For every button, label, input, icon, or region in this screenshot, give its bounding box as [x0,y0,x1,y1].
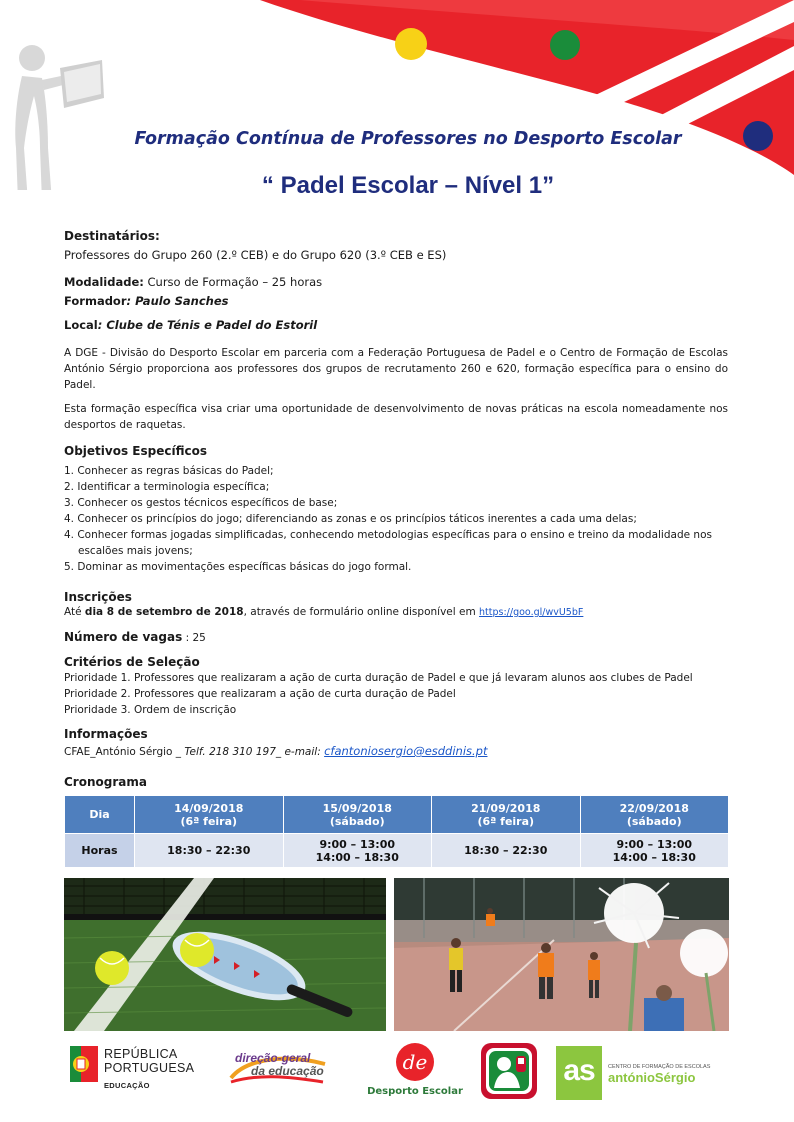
cfae-line2: antónioSérgio [608,1070,696,1085]
reader-figure-icon [6,20,106,190]
modalidade-label: Modalidade: [64,275,144,289]
svg-text:de: de [402,1050,428,1074]
inscricoes-heading: Inscrições [64,590,132,604]
informacoes-section [64,727,728,760]
inscricoes-prefix: Até [64,606,82,618]
formador-label: Formador [64,294,127,308]
modalidade-value: Curso de Formação – 25 horas [143,275,323,289]
republica-line1: REPÚBLICA [104,1047,178,1061]
table-row [65,796,729,834]
padel-federation-icon [480,1042,538,1100]
cfae-line1: CENTRO DE FORMAÇÃO DE ESCOLAS [608,1064,711,1070]
republica-logo [70,1046,195,1090]
padel-federation-logo [480,1042,538,1104]
green-ball [550,30,580,60]
list-item: 5. Dominar as movimentações específicas básicas do jogo formal. [64,561,412,573]
table-header-day: 22/09/2018 (sábado) [580,796,729,834]
table-row [65,834,729,868]
intro-paragraph: A DGE - Divisão do Desporto Escolar em parceria com a Federação Portuguesa de Padel e o Centro de Formação de Escolas António Sérgio proporciona aos professores dos grupos de recrutamento 260 e 620, formação específica para o ensino do Padel. [64,347,728,391]
cfae-letters: as [556,1046,602,1100]
objetivos-heading: Objetivos Específicos [64,444,207,458]
table-header-day: 14/09/2018 (6ª feira) [135,796,284,834]
padel-court-photo [394,878,729,1031]
local-value: : Clube de Ténis e Padel do Estoril [97,318,318,332]
destinatarios-label: Destinatários: [64,229,160,243]
desporto-escolar-emblem-icon [395,1042,435,1082]
list-item: Prioridade 1. Professores que realizaram a ação de curta duração de Padel e que já levaram alunos aos clubes de Padel [64,672,693,684]
inscricoes-middle: , através de formulário online disponível em [243,606,476,618]
header-decoration [0,0,794,200]
vagas-line [64,630,728,646]
table-cell-hours: 9:00 – 13:00 14:00 – 18:30 [580,834,729,868]
modalidade-line [64,275,728,290]
republica-emblem-icon [70,1046,98,1082]
table-header-dia: Dia [65,796,135,834]
objetivos-list [64,463,728,575]
table-header-day: 15/09/2018 (sábado) [283,796,432,834]
list-item: 4. Conhecer os princípios do jogo; diferenciando as zonas e os princípios táticos inerentes a cada uma delas; [64,513,637,525]
schedule-table [64,795,729,868]
destinatarios-text: Professores do Grupo 260 (2.º CEB) e do Grupo 620 (3.º CEB e ES) [64,248,447,262]
table-cell-hours: 9:00 – 13:00 14:00 – 18:30 [283,834,432,868]
informacoes-heading: Informações [64,727,148,741]
contact-phone: Telf. 218 310 197_ e-mail: [184,746,325,758]
vagas-label: Número de vagas [64,630,183,644]
republica-line3: EDUCAÇÃO [104,1081,150,1090]
registration-link[interactable]: https://goo.gl/wvU5bF [479,607,584,618]
cronograma-heading: Cronograma [64,775,147,789]
list-item: Prioridade 3. Ordem de inscrição [64,704,237,716]
list-item: 2. Identificar a terminologia específica; [64,481,270,493]
dge-line2: da educação [251,1064,324,1078]
criterios-section [64,655,728,718]
table-cell-hours: 18:30 – 22:30 [135,834,284,868]
republica-line2: PORTUGUESA [104,1061,195,1075]
list-item: Prioridade 2. Professores que realizaram a ação de curta duração de Padel [64,688,456,700]
destinatarios-section [64,229,728,263]
local-line [64,318,728,333]
formador-line [64,294,728,309]
email-link[interactable]: cfantoniosergio@esddinis.pt [324,744,488,758]
list-item: 3. Conhecer os gestos técnicos específicos de base; [64,497,338,509]
table-cell-hours: 18:30 – 22:30 [432,834,581,868]
criterios-heading: Critérios de Seleção [64,655,200,669]
page-title: “ Padel Escolar – Nível 1” [261,172,555,199]
inscricoes-date: dia 8 de setembro de 2018 [84,606,244,618]
local-label: Local [64,318,98,332]
dge-logo [227,1048,329,1090]
intro-paragraph-2: Esta formação específica visa criar uma oportunidade de desenvolvimento de novas práticas na escola nomeadamente nos desportos de raquetas. [64,403,728,431]
desporto-escolar-logo [365,1042,465,1102]
objetivos-section [64,444,728,575]
padel-racket-photo [64,878,386,1031]
yellow-ball [395,28,427,60]
subtitle: Formação Contínua de Professores no Desporto Escolar [134,129,682,149]
desporto-label: Desporto Escolar [367,1086,463,1097]
formador-value: : Paulo Sanches [126,294,229,308]
list-item: 4. Conhecer formas jogadas simplificadas, conhecendo metodologias específicas para o ensino e treino da modalidade nos escalões mais jovens; [64,529,712,557]
dge-line1: direção-geral [235,1051,311,1065]
contact-name: CFAE_António Sérgio _ [64,746,185,758]
inscricoes-section [64,590,728,620]
table-row-label-horas: Horas [65,834,135,868]
table-header-day: 21/09/2018 (6ª feira) [432,796,581,834]
list-item: 1. Conhecer as regras básicas do Padel; [64,465,274,477]
vagas-value: : 25 [182,632,206,644]
